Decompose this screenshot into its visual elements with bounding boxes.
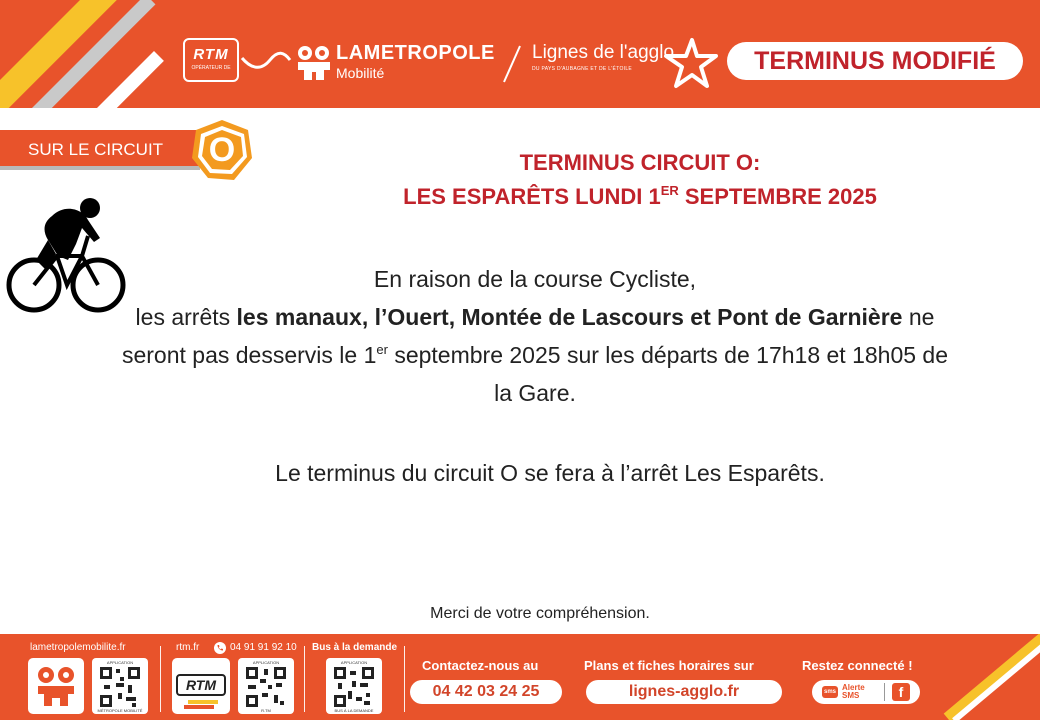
- rtm-site-text: rtm.fr: [176, 642, 200, 653]
- qr-caption: APPLICATION: [340, 660, 368, 665]
- connect-label: Restez connecté !: [802, 658, 913, 673]
- sms-icon: sms: [822, 686, 838, 698]
- qr-code-icon: [100, 667, 140, 707]
- agglo-logo-line2: DU PAYS D'AUBAGNE ET DE L'ÉTOILE: [532, 66, 633, 72]
- footer-divider: [304, 646, 305, 712]
- date-superscript: er: [376, 342, 388, 357]
- rtm-logo-subtext: OPÉRATEUR DE: [191, 65, 231, 71]
- notice-title: [250, 146, 1030, 214]
- affected-stops: les manaux, l’Ouert, Montée de Lascours et Pont de Garnière: [236, 304, 903, 330]
- qr-caption: APPLICATION: [106, 660, 134, 665]
- qr-caption: MÉTROPOLE MOBILITÉ: [97, 708, 143, 713]
- thanks-message: Merci de votre compréhension.: [430, 605, 650, 622]
- qr-code-icon: [246, 667, 286, 707]
- metropole-logo: [336, 42, 495, 81]
- header-banner: [0, 0, 1040, 108]
- notice-intro: En raison de la course Cycliste,: [373, 266, 697, 292]
- paragraph-text: les arrêts: [135, 304, 237, 330]
- agglo-logo: [532, 42, 674, 72]
- contact-label: Contactez-nous au: [422, 658, 539, 673]
- contact-phone[interactable]: 04 42 03 24 25: [410, 680, 562, 704]
- rtm-logo-text: RTM: [176, 674, 226, 696]
- bus-demande-label: [312, 642, 397, 653]
- divider: [884, 683, 885, 701]
- terminus-notice: Le terminus du circuit O se fera à l’arrêt Les Esparêts.: [275, 460, 825, 486]
- circuit-label: SUR LE CIRCUIT: [28, 140, 164, 159]
- phone-icon: [214, 642, 226, 654]
- metropole-logo-icon: [296, 44, 332, 82]
- qr-caption: BUS À LA DEMANDE: [334, 708, 374, 713]
- footer-divider: [160, 646, 161, 712]
- bus-demande-text: Bus à la demande: [312, 642, 398, 653]
- paragraph-text: septembre 2025 sur les départs de 17h18 et 18h05 de la Gare.: [387, 342, 949, 406]
- sms-alert-button[interactable]: [812, 680, 920, 704]
- metropole-logo-line1: LAMETROPOLE: [336, 42, 495, 64]
- paragraph-text: ne seront pas desservis le 1: [121, 304, 935, 368]
- facebook-icon[interactable]: f: [892, 683, 910, 701]
- sms-alert-label: Alerte SMS: [842, 683, 865, 700]
- title-line2-superscript: ER: [660, 183, 679, 198]
- divider-slash-icon: [500, 44, 524, 84]
- circuit-letter: O: [208, 131, 236, 169]
- notice-paragraph: [115, 298, 955, 412]
- rtm-app-logo: [172, 658, 230, 714]
- decorative-stripe: [944, 634, 1040, 720]
- terminus-modifie-badge: TERMINUS MODIFIÉ: [727, 42, 1023, 80]
- circuit-label-banner: [0, 130, 200, 170]
- qr-caption: APPLICATION: [252, 660, 280, 665]
- notice-body: [115, 260, 955, 412]
- rtm-logo-text: RTM: [193, 46, 229, 63]
- star-icon: [660, 36, 720, 92]
- cyclist-icon: [2, 196, 128, 314]
- rtm-phone[interactable]: 04 91 91 92 10: [230, 642, 297, 653]
- notice-title-line1: TERMINUS CIRCUIT O:: [519, 150, 761, 175]
- rtm-site-link[interactable]: [176, 642, 199, 653]
- title-line2-text: LES ESPARÊTS LUNDI 1: [403, 184, 661, 209]
- qr-code-icon: [334, 667, 374, 707]
- circuit-label-shadow: [0, 166, 200, 170]
- rtm-logo-accent: [188, 700, 218, 704]
- bus-demande-qr-code[interactable]: [326, 658, 382, 714]
- agglo-logo-line1: Lignes de l'agglo: [532, 42, 675, 63]
- title-line2-date: SEPTEMBRE 2025: [678, 184, 877, 209]
- swoosh-icon: [240, 48, 292, 72]
- plans-site-link[interactable]: lignes-agglo.fr: [586, 680, 782, 704]
- footer-divider: [404, 646, 405, 712]
- rtm-logo: [183, 38, 239, 82]
- qr-caption: R.TM: [261, 708, 271, 713]
- notice-title-line2: [250, 180, 1030, 214]
- metropole-app-qr-code[interactable]: [92, 658, 148, 714]
- plans-label: Plans et fiches horaires sur: [584, 658, 754, 673]
- rtm-app-qr-code[interactable]: [238, 658, 294, 714]
- metropole-app-logo: [28, 658, 84, 714]
- rtm-logo-accent: [184, 705, 214, 709]
- metropole-logo-line2: Mobilité: [336, 65, 385, 81]
- metropole-logo-icon: [28, 658, 84, 714]
- metropole-site-link[interactable]: lametropolemobilite.fr: [30, 642, 126, 653]
- footer-banner: [0, 634, 1040, 720]
